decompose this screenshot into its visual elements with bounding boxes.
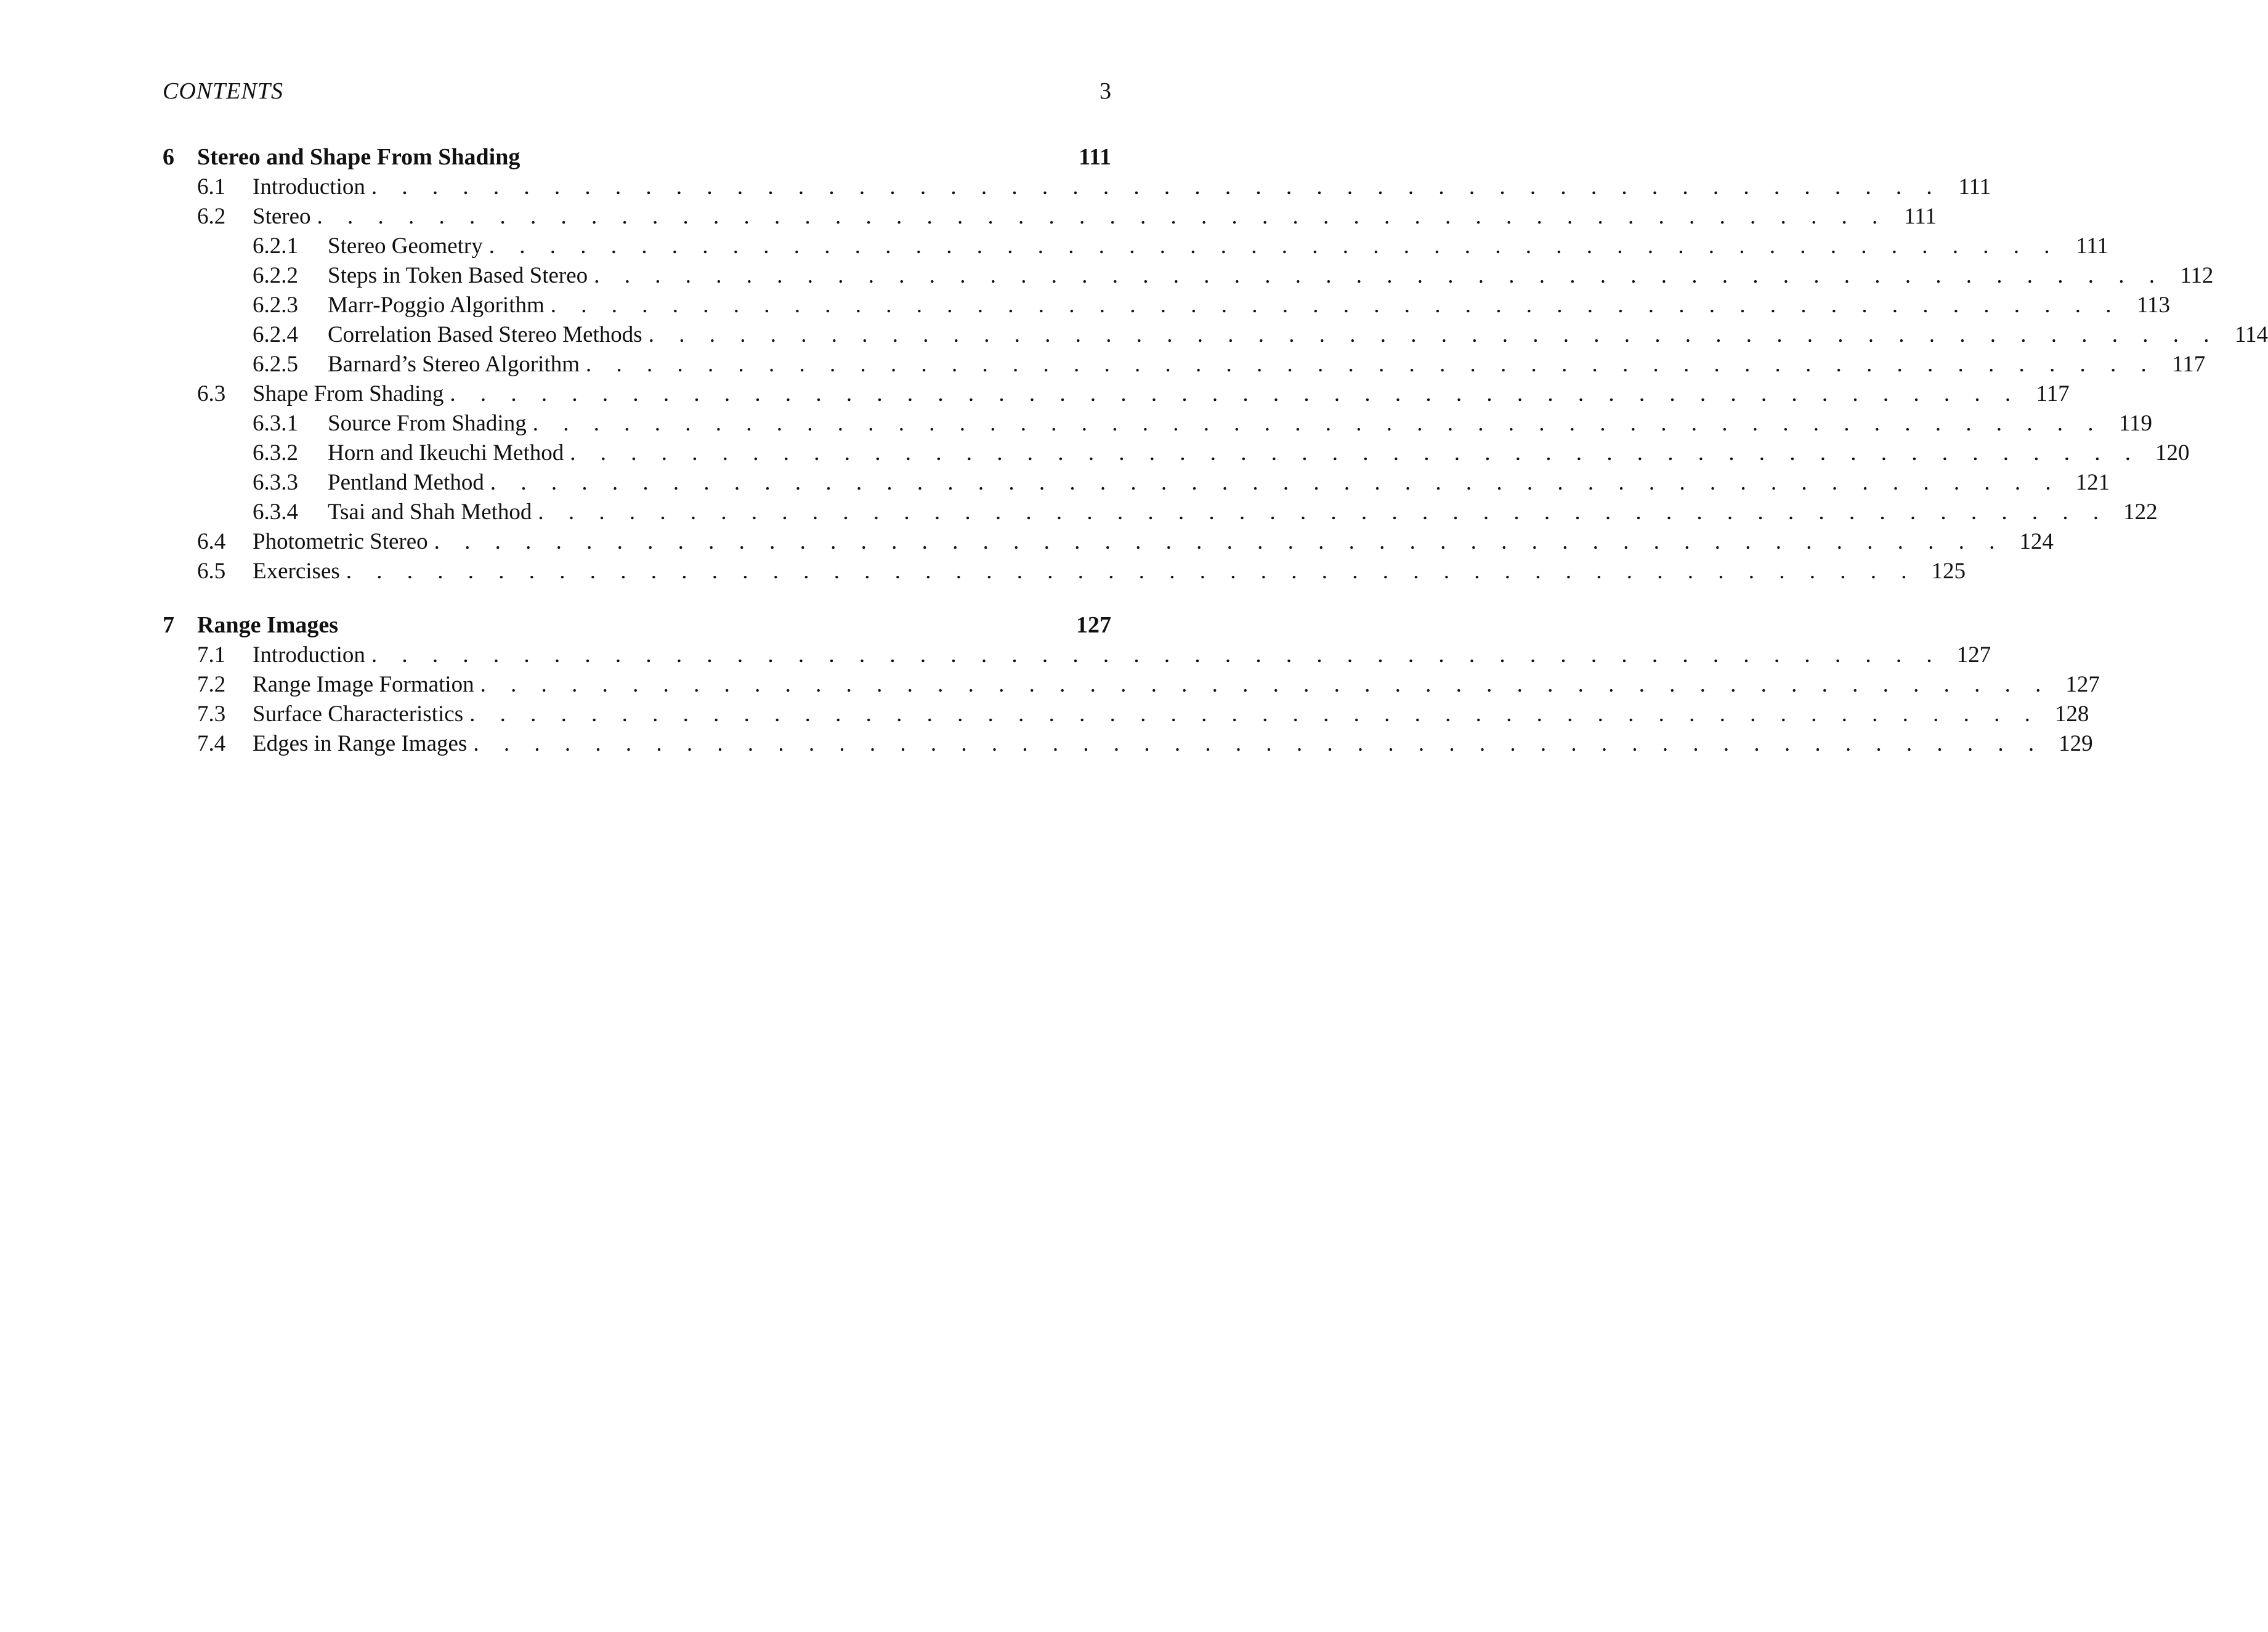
dot-leader: . . . . . . . . . . . . . . . . . . . . . . . . . . . . . . . . . . . . . . . . . . . . . . . . . . . . <box>538 499 2108 525</box>
running-head <box>163 75 1111 107</box>
entry-number: 6.2.3 <box>253 293 298 318</box>
toc-entry-6-3[interactable] <box>163 379 2070 409</box>
entry-title: Marr-Poggio Algorithm <box>328 291 551 320</box>
toc-entry-6-2-1[interactable] <box>163 232 2108 261</box>
chapter-number: 6 <box>163 144 174 170</box>
entry-page: 111 <box>2076 233 2108 259</box>
entry-title: Exercises <box>253 557 346 586</box>
toc-entry-6-3-1[interactable] <box>163 409 2152 438</box>
dot-leader: . . . . . . . . . . . . . . . . . . . . . . . . . . . . . . . . . . . . . . . . . . . . . . . . . . . . <box>480 672 2051 697</box>
dot-leader: . . . . . . . . . . . . . . . . . . . . . . . . . . . . . . . . . . . . . . . . . . . . . . . . . . . . <box>570 440 2140 466</box>
toc-entry-7-4[interactable] <box>163 729 2093 759</box>
entry-title: Horn and Ikeuchi Method <box>328 438 570 468</box>
entry-page: 127 <box>2065 672 2100 697</box>
entry-page: 119 <box>2118 411 2152 436</box>
entry-number: 6.1 <box>197 174 226 200</box>
entry-title: Photometric Stereo <box>253 527 434 557</box>
entry-number: 6.3 <box>197 381 226 406</box>
chapter-title: Range Images <box>197 612 339 638</box>
entry-page: 122 <box>2123 499 2158 525</box>
entry-number: 6.4 <box>197 529 226 554</box>
chapter-page: 111 <box>1079 144 1111 170</box>
entry-number: 7.1 <box>197 642 226 668</box>
dot-leader: . . . . . . . . . . . . . . . . . . . . . . . . . . . . . . . . . . . . . . . . . . . . . . . . . . . . <box>371 174 1942 200</box>
entry-page: 127 <box>1956 642 1991 668</box>
entry-page: 114 <box>2234 322 2268 347</box>
entry-title: Correlation Based Stereo Methods <box>328 320 649 350</box>
toc-entry-6-3-3[interactable] <box>163 468 2110 498</box>
toc-entry-6-5[interactable] <box>163 557 1966 586</box>
dot-leader: . . . . . . . . . . . . . . . . . . . . . . . . . . . . . . . . . . . . . . . . . . . . . . . . . . . . <box>473 731 2044 756</box>
entry-page: 111 <box>1958 174 1991 200</box>
entry-title: Stereo Geometry <box>328 232 489 261</box>
dot-leader: . . . . . . . . . . . . . . . . . . . . . . . . . . . . . . . . . . . . . . . . . . . . . . . . . . . . <box>434 529 2004 554</box>
entry-page: 129 <box>2059 731 2093 756</box>
dot-leader: . . . . . . . . . . . . . . . . . . . . . . . . . . . . . . . . . . . . . . . . . . . . . . . . . . . . <box>648 322 2219 347</box>
entry-page: 117 <box>2172 352 2206 377</box>
dot-leader: . . . . . . . . . . . . . . . . . . . . . . . . . . . . . . . . . . . . . . . . . . . . . . . . . . . . <box>450 381 2020 406</box>
entry-page: 128 <box>2054 701 2089 727</box>
entry-number: 6.3.1 <box>253 411 298 436</box>
entry-number: 6.2 <box>197 204 226 229</box>
dot-leader: . . . . . . . . . . . . . . . . . . . . . . . . . . . . . . . . . . . . . . . . . . . . . . . . . . . . <box>488 233 2059 259</box>
toc-entry-6-1[interactable] <box>163 172 1991 202</box>
entry-title: Stereo <box>253 202 317 232</box>
entry-page: 112 <box>2180 263 2214 288</box>
entry-title: Range Image Formation <box>253 670 480 700</box>
entry-title: Introduction <box>253 172 371 202</box>
entry-title: Edges in Range Images <box>253 729 473 759</box>
toc-entry-6-2-3[interactable] <box>163 291 2171 320</box>
toc-chapter-7[interactable] <box>163 610 1111 640</box>
toc-entry-7-3[interactable] <box>163 700 2089 729</box>
table-of-contents <box>163 142 2268 759</box>
toc-entry-6-2-2[interactable] <box>163 261 2214 291</box>
entry-number: 6.3.2 <box>253 440 298 466</box>
running-head-title: CONTENTS <box>163 78 283 104</box>
dot-leader: . . . . . . . . . . . . . . . . . . . . . . . . . . . . . . . . . . . . . . . . . . . . . . . . . . . . <box>469 701 2040 727</box>
entry-number: 6.2.2 <box>253 263 298 288</box>
chapter-number: 7 <box>163 612 174 638</box>
toc-entry-7-2[interactable] <box>163 670 2100 700</box>
entry-page: 117 <box>2036 381 2070 406</box>
toc-entry-6-3-2[interactable] <box>163 438 2190 468</box>
entry-title: Tsai and Shah Method <box>328 498 538 527</box>
entry-number: 6.5 <box>197 559 226 584</box>
dot-leader: . . . . . . . . . . . . . . . . . . . . . . . . . . . . . . . . . . . . . . . . . . . . . . . . . . . . <box>317 204 1887 229</box>
entry-number: 6.3.4 <box>253 499 298 525</box>
entry-number: 6.3.3 <box>253 470 298 495</box>
toc-entry-7-1[interactable] <box>163 640 1991 670</box>
running-head-page-number: 3 <box>1100 78 1111 104</box>
entry-number: 7.3 <box>197 701 226 727</box>
entry-number: 6.2.1 <box>253 233 298 259</box>
dot-leader: . . . . . . . . . . . . . . . . . . . . . . . . . . . . . . . . . . . . . . . . . . . . . . . . . . . . <box>594 263 2165 288</box>
entry-page: 113 <box>2136 293 2171 318</box>
dot-leader: . . . . . . . . . . . . . . . . . . . . . . . . . . . . . . . . . . . . . . . . . . . . . . . . . . . . <box>346 559 1917 584</box>
entry-title: Source From Shading <box>328 409 533 438</box>
toc-chapter-6[interactable] <box>163 142 1111 172</box>
chapter-spacer <box>163 586 1111 610</box>
entry-page: 121 <box>2075 470 2110 495</box>
entry-title: Pentland Method <box>328 468 490 498</box>
toc-entry-6-4[interactable] <box>163 527 2054 557</box>
toc-entry-6-2-4[interactable] <box>163 320 2268 350</box>
entry-page: 120 <box>2155 440 2190 466</box>
toc-entry-6-3-4[interactable] <box>163 498 2158 527</box>
entry-title: Steps in Token Based Stereo <box>328 261 594 291</box>
toc-entry-6-2[interactable] <box>163 202 1937 232</box>
entry-title: Surface Characteristics <box>253 700 469 729</box>
dot-leader: . . . . . . . . . . . . . . . . . . . . . . . . . . . . . . . . . . . . . . . . . . . . . . . . . . . . <box>532 411 2103 436</box>
entry-page: 124 <box>2019 529 2054 554</box>
dot-leader: . . . . . . . . . . . . . . . . . . . . . . . . . . . . . . . . . . . . . . . . . . . . . . . . . . . . <box>490 470 2061 495</box>
entry-number: 6.2.5 <box>253 352 298 377</box>
entry-title: Barnard’s Stereo Algorithm <box>328 350 586 379</box>
entry-number: 7.2 <box>197 672 226 697</box>
entry-page: 111 <box>1904 204 1937 229</box>
dot-leader: . . . . . . . . . . . . . . . . . . . . . . . . . . . . . . . . . . . . . . . . . . . . . . . . . . . . <box>371 642 1942 668</box>
entry-number: 7.4 <box>197 731 226 756</box>
entry-title: Introduction <box>253 640 371 670</box>
toc-entry-6-2-5[interactable] <box>163 350 2206 379</box>
entry-page: 125 <box>1931 559 1966 584</box>
entry-title: Shape From Shading <box>253 379 450 409</box>
chapter-title: Stereo and Shape From Shading <box>197 144 520 170</box>
dot-leader: . . . . . . . . . . . . . . . . . . . . . . . . . . . . . . . . . . . . . . . . . . . . . . . . . . . . <box>586 352 2157 377</box>
chapter-page: 127 <box>1076 612 1111 638</box>
entry-number: 6.2.4 <box>253 322 298 347</box>
dot-leader: . . . . . . . . . . . . . . . . . . . . . . . . . . . . . . . . . . . . . . . . . . . . . . . . . . . . <box>550 293 2121 318</box>
